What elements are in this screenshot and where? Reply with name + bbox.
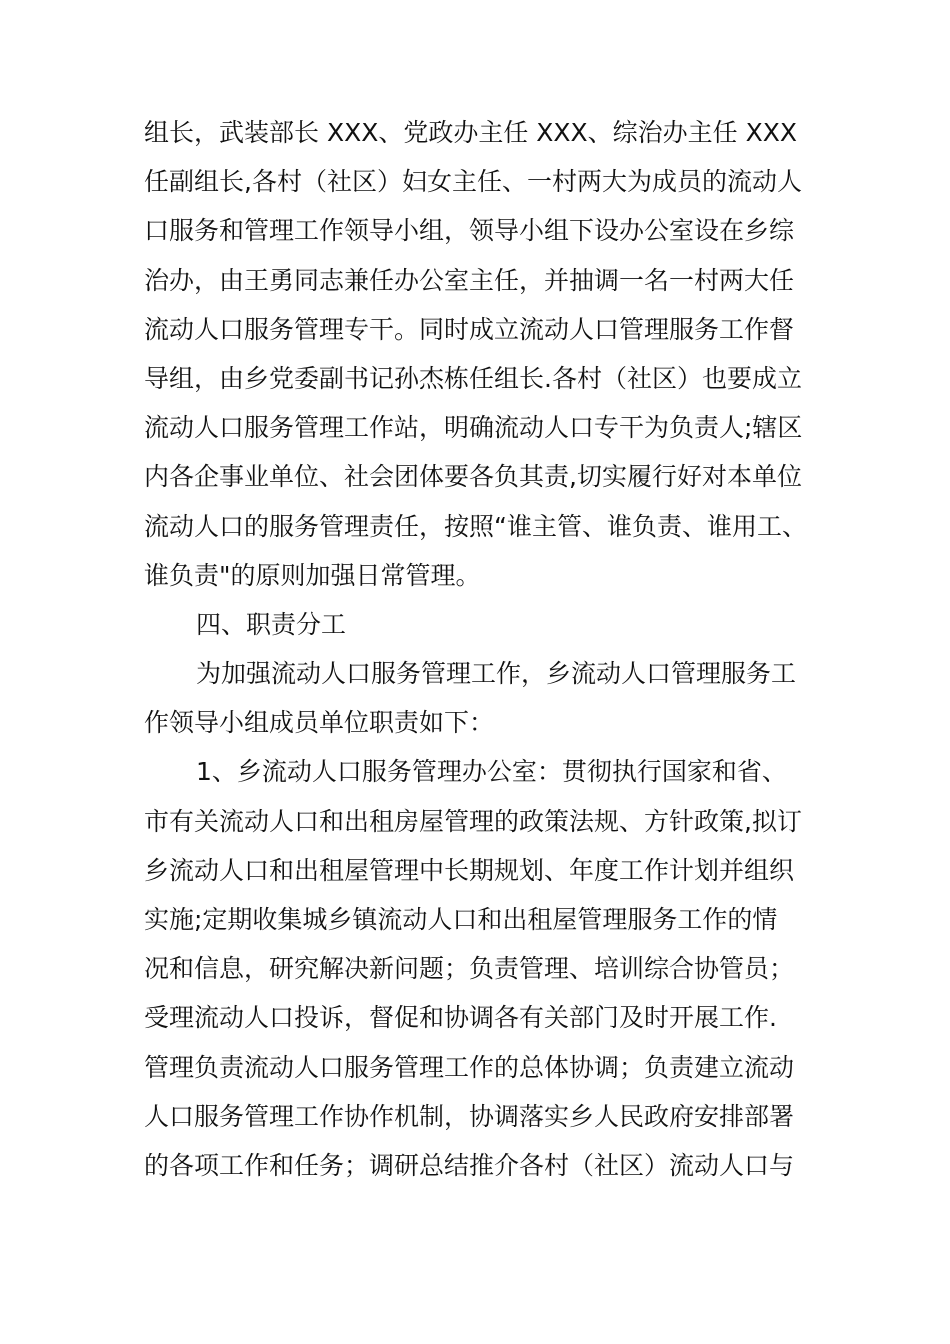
text-line: 作领导小组成员单位职责如下： [144, 708, 495, 738]
text-line: 治办，由王勇同志兼任办公室主任，并抽调一名一村两大任 [144, 265, 795, 295]
text-line: 内各企事业单位、社会团体要各负其责,切实履行好对本单位 [144, 462, 802, 492]
text-line: 乡流动人口和出租屋管理中长期规划、年度工作计划并组织 [144, 855, 795, 885]
text-line: 人口服务管理工作协作机制，协调落实乡人民政府安排部署 [144, 1101, 795, 1131]
document-body [144, 108, 810, 1190]
text-line: 管理负责流动人口服务管理工作的总体协调；负责建立流动 [144, 1052, 795, 1082]
text-line: 流动人口服务管理专干。同时成立流动人口管理服务工作督 [144, 314, 795, 344]
text-line: 况和信息，研究解决新问题；负责管理、培训综合协管员； [144, 954, 795, 984]
text-line: 流动人口的服务管理责任，按照“谁主管、谁负责、谁用工、 [144, 511, 807, 541]
text-line: 流动人口服务管理工作站，明确流动人口专干为负责人;辖区 [144, 413, 803, 443]
text-line: 1、乡流动人口服务管理办公室：贯彻执行国家和省、 [196, 757, 787, 787]
text-line: 的各项工作和任务；调研总结推介各村（社区）流动人口与 [144, 1150, 795, 1180]
text-line: 实施;定期收集城乡镇流动人口和出租屋管理服务工作的情 [144, 905, 778, 934]
text-line: 口服务和管理工作领导小组，领导小组下设办公室设在乡综 [144, 216, 795, 246]
text-line: 市有关流动人口和出租房屋管理的政策法规、方针政策,拟订 [144, 806, 802, 836]
section-heading: 四、职责分工 [196, 609, 347, 639]
text-line: 谁负责"的原则加强日常管理。 [144, 560, 481, 590]
text-line: 受理流动人口投诉，督促和协调各有关部门及时开展工作. [144, 1003, 777, 1033]
text-line: 任副组长,各村（社区）妇女主任、一村两大为成员的流动人 [144, 167, 802, 197]
text-line: 组长，武装部长 XXX、党政办主任 XXX、综治办主任 XXX [144, 118, 797, 147]
text-line: 为加强流动人口服务管理工作，乡流动人口管理服务工 [196, 659, 797, 689]
text-line: 导组，由乡党委副书记孙杰栋任组长.各村（社区）也要成立 [144, 363, 802, 393]
